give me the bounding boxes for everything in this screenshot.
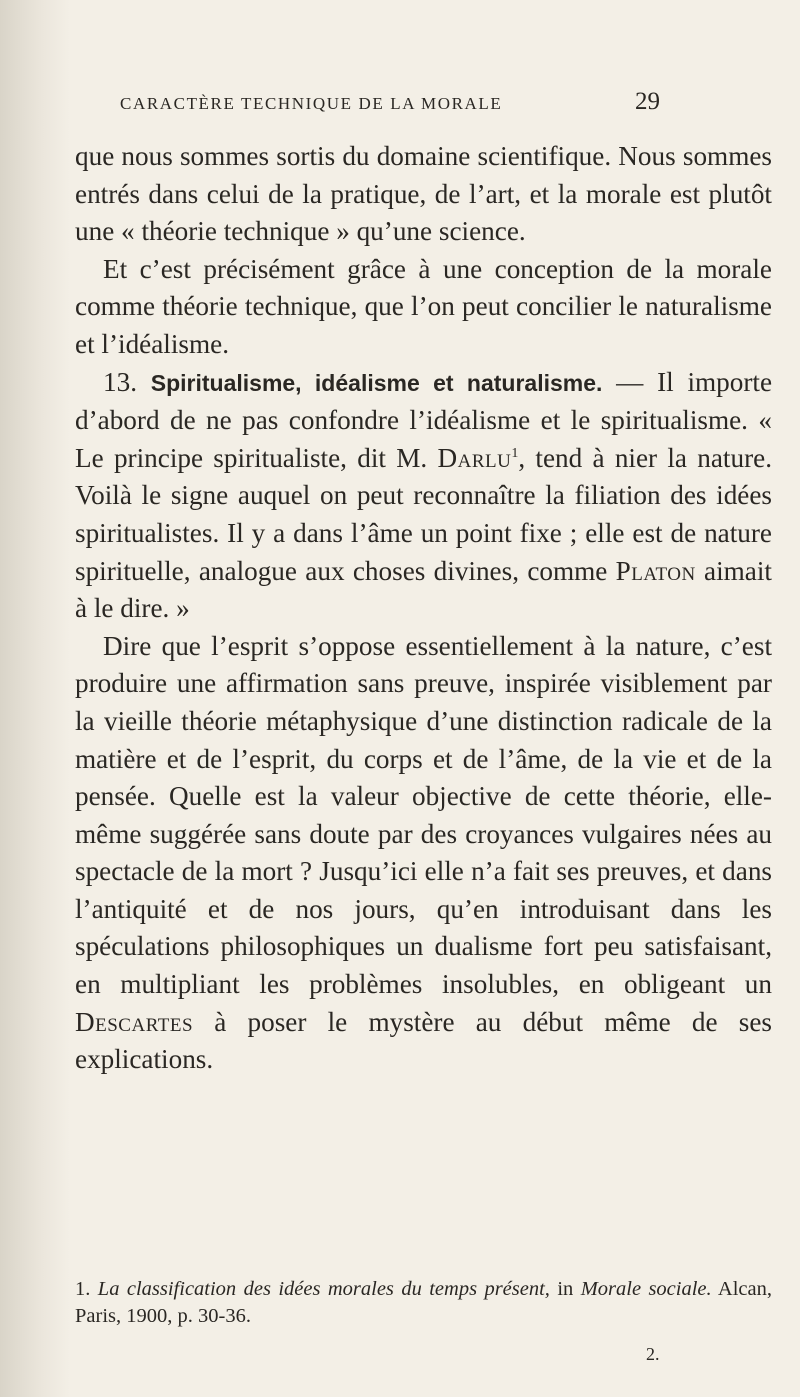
footnote <box>75 1276 772 1330</box>
signature-mark: 2. <box>646 1344 660 1364</box>
footnote-ref[interactable]: 1 <box>511 445 519 461</box>
author-name-darlu: Darlu <box>437 442 512 473</box>
footnote-publication: Alcan, Paris, 1900, p. 30-36. <box>75 1278 773 1327</box>
footnote-number: 1. <box>75 1278 91 1300</box>
page-gutter-shadow <box>0 0 70 1397</box>
footnote-title: La classification des idées morales du temps présent, <box>97 1278 550 1300</box>
body-text <box>75 138 772 1079</box>
paragraph-3-text-a: — Il importe d’abord de ne pas confondre l’idéalisme et le spiritualisme. « Le principe spiritualiste, dit M. <box>75 366 773 473</box>
paragraph-3-text-c: aimait à le dire. » <box>75 555 772 624</box>
paragraph-4-text-a: Dire que l’esprit s’oppose essentiellement à la nature, c’est produire une affirmation sans preuve, inspirée visiblement par la vieille théorie métaphysique d’une distinction radicale de la matière et de l’esprit, du corps et de l’âme, de la vie et de la pensée. Quelle est la valeur objective de cette théorie, elle-même suggérée sans doute par des croyances vulgaires nées au spectacle de la mort ? Jusqu’ici elle n’a fait ses preuves, et dans l’antiquité et de nos jours, qu’en introduisant dans les spéculations philosophiques un dualisme fort peu satisfaisant, en multipliant les problèmes insolubles, en obligeant un <box>75 630 772 1000</box>
paragraph-1: que nous sommes sortis du domaine scientifique. Nous sommes entrés dans celui de la pratique, de l’art, et la morale est plutôt une « théorie technique » qu’une science. <box>75 141 772 247</box>
footnote-in: in <box>549 1278 581 1300</box>
paragraph-3-text-b: , tend à nier la nature. Voilà le signe auquel on peut reconnaître la filiation des idées spiritualistes. Il y a dans l’âme un point fixe ; elle est de nature spirituelle, analogue aux choses divines, comme <box>75 442 772 586</box>
footnote-work: Morale sociale. <box>580 1278 712 1300</box>
paragraph-4-text-b: à poser le mystère au début même de ses explications. <box>75 1006 772 1075</box>
running-header <box>120 88 660 116</box>
section-heading: Spiritualisme, idéalisme et naturalisme. <box>150 369 603 396</box>
paragraph-3 <box>75 364 772 628</box>
paragraph-4 <box>75 628 772 1079</box>
page-number: 29 <box>635 88 660 115</box>
author-name-platon: Platon <box>615 555 696 586</box>
paragraph-2: Et c’est précisément grâce à une conception de la morale comme théorie technique, que l’on peut concilier le naturalisme et l’idéalisme. <box>75 253 772 359</box>
author-name-descartes: Descartes <box>75 1006 194 1037</box>
section-number: 13. <box>103 366 137 397</box>
running-title: CARACTÈRE TECHNIQUE DE LA MORALE <box>120 94 503 113</box>
